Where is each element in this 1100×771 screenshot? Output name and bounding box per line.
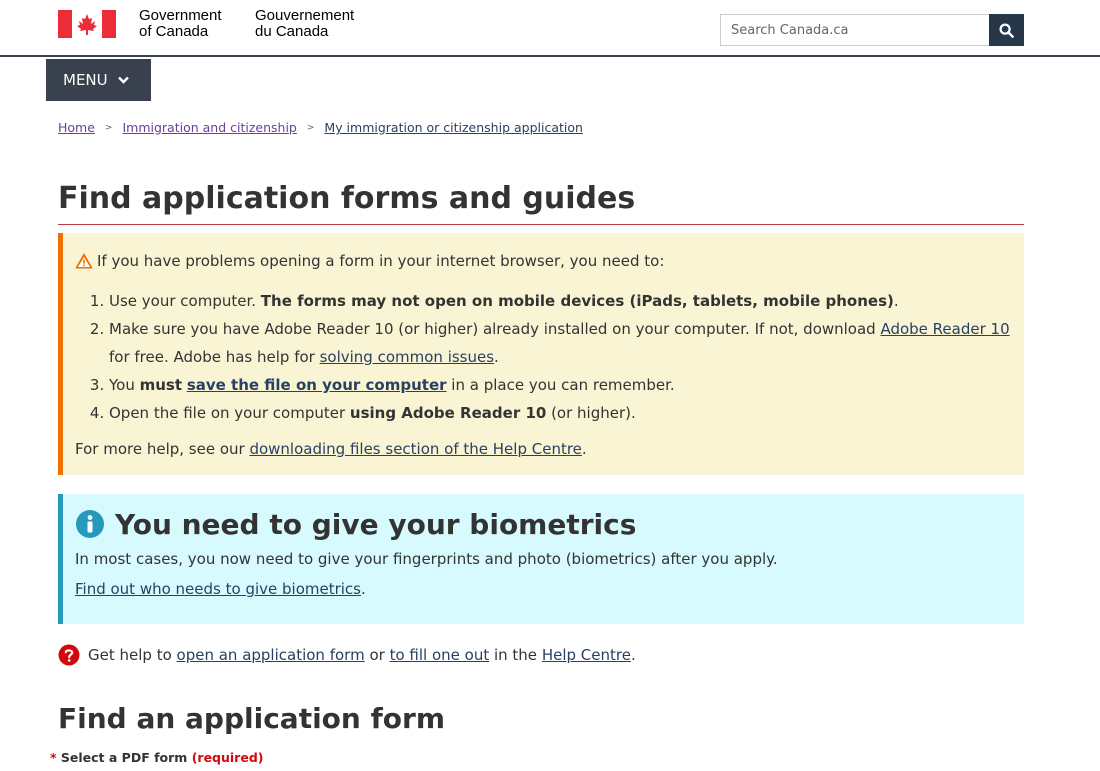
list-item — [109, 287, 1012, 315]
help-centre-link[interactable]: Help Centre — [541, 646, 631, 664]
signature-fr-line1: Gouvernement — [255, 7, 355, 24]
help-text-c: in the — [489, 646, 542, 664]
signature-en-line1: Government — [139, 7, 222, 24]
list-item — [109, 371, 1012, 399]
step1-bold: The forms may not open on mobile devices (iPads, tablets, mobile phones) — [260, 292, 894, 310]
chevron-down-icon — [118, 76, 129, 84]
help-text-b: or — [364, 646, 390, 664]
select-form-label-text: Select a PDF form — [60, 750, 188, 765]
breadcrumb-immigration[interactable]: Immigration and citizenship — [122, 120, 297, 135]
help-text — [88, 646, 636, 664]
signature-en-line2: of Canada — [139, 23, 209, 40]
step3-bold: must — [139, 376, 183, 394]
solving-common-issues-link[interactable]: solving common issues — [319, 348, 495, 366]
breadcrumb-separator-icon: > — [104, 122, 113, 133]
save-file-link[interactable]: save the file on your computer — [186, 376, 447, 394]
step1-end: . — [893, 292, 899, 310]
find-form-heading: Find an application form — [58, 702, 445, 735]
warning-steps-list — [75, 287, 1012, 427]
help-text-a: Get help to — [88, 646, 177, 664]
list-item — [109, 315, 1012, 371]
step2-end: . — [494, 348, 499, 366]
site-header — [0, 0, 1100, 57]
step3-end: in a place you can remember. — [446, 376, 675, 394]
warning-intro-text: If you have problems opening a form in your internet browser, you need to: — [97, 252, 665, 270]
search-button[interactable] — [989, 14, 1024, 46]
required-star: * — [50, 750, 57, 765]
breadcrumb — [58, 120, 583, 135]
biometrics-heading-text: You need to give your biometrics — [115, 507, 637, 541]
downloading-files-link[interactable]: downloading files section of the Help Centre — [249, 440, 582, 458]
search-input[interactable] — [720, 14, 989, 46]
signature-fr-line2: du Canada — [255, 23, 329, 40]
signature-english[interactable] — [139, 8, 222, 40]
breadcrumb-separator-icon: > — [306, 122, 315, 133]
biometrics-text: In most cases, you now need to give your fingerprints and photo (biometrics) after you apply. — [75, 550, 778, 568]
biometrics-heading — [75, 504, 1012, 544]
biometrics-link-suffix: . — [361, 580, 366, 598]
question-icon — [58, 644, 80, 666]
signature-french[interactable] — [255, 8, 354, 40]
canada-flag-icon[interactable] — [58, 10, 116, 38]
warning-footer-text: For more help, see our — [75, 440, 250, 458]
step4-bold: using Adobe Reader 10 — [349, 404, 547, 422]
warning-alert — [58, 233, 1024, 475]
list-item — [109, 399, 1012, 427]
help-text-d: . — [630, 646, 636, 664]
adobe-reader-link[interactable]: Adobe Reader 10 — [880, 320, 1010, 338]
breadcrumb-home[interactable]: Home — [58, 120, 95, 135]
required-marker: (required) — [191, 750, 264, 765]
warning-footer-end: . — [581, 440, 587, 458]
search-icon — [999, 23, 1014, 38]
warning-intro — [75, 247, 1012, 275]
warning-icon — [75, 253, 93, 269]
step4-end: (or higher). — [546, 404, 636, 422]
help-row — [58, 644, 636, 666]
fill-out-link[interactable]: to fill one out — [389, 646, 490, 664]
breadcrumb-my-application[interactable]: My immigration or citizenship application — [324, 120, 583, 135]
info-icon — [75, 509, 105, 539]
menu-label: MENU — [63, 71, 108, 89]
search-bar — [720, 14, 1024, 46]
page-title: Find application forms and guides — [58, 181, 1024, 225]
warning-footer — [75, 435, 1012, 463]
step2-mid: for free. Adobe has help for — [109, 348, 320, 366]
biometrics-alert — [58, 494, 1024, 624]
biometrics-link[interactable]: Find out who needs to give biometrics — [75, 580, 361, 598]
step2-text: Make sure you have Adobe Reader 10 (or higher) already installed on your computer. If not, download — [109, 320, 881, 338]
open-form-link[interactable]: open an application form — [176, 646, 365, 664]
biometrics-link-row — [75, 574, 1012, 604]
step4-text: Open the file on your computer — [109, 404, 350, 422]
step1-text: Use your computer. — [109, 292, 261, 310]
menu-button[interactable] — [46, 59, 151, 101]
select-form-label — [50, 750, 263, 765]
step3-text: You — [109, 376, 140, 394]
